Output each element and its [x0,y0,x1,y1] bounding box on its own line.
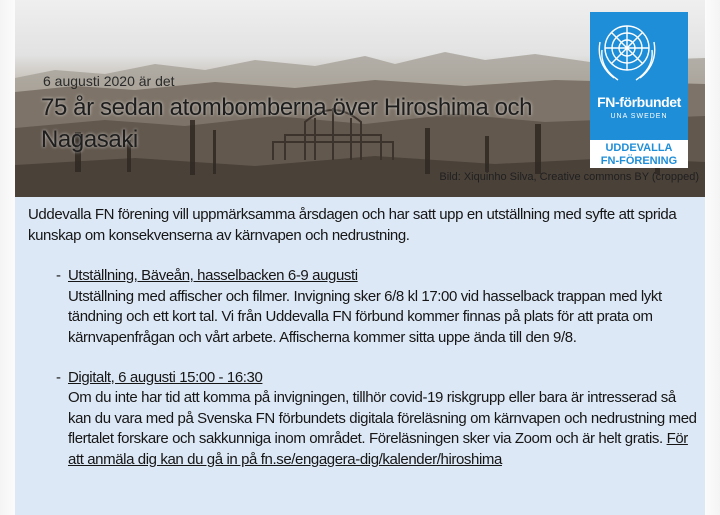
logo-chapter-line1: UDDEVALLA [605,142,673,154]
photo-credit: Bild: Xiquinho Silva, Creative commons BY (cropped) [439,171,699,183]
logo-name: FN-förbundet [597,94,681,110]
un-emblem-icon [590,12,664,86]
body-text [28,205,698,471]
logo-subtitle: UNA SWEDEN [610,113,668,120]
registration-link[interactable]: För att anmäla dig kan du gå in på fn.se/engagera-dig/kalender/hiroshima [68,430,688,468]
list-bullet: - [56,368,61,386]
exhibition-text: Utställning med affischer och filmer. Invigning sker 6/8 kl 17:00 vid hasselback trappan med lykt tändning och ett kort tal. Vi från Uddevalla FN förbund kommer finnas på plats för att prata om kärnvapenfrågan och vårt arbete. Affischerna kommer sitta uppe ända till den 9/8. [68,287,662,346]
poster-card [15,0,705,515]
digital-heading: Digitalt, 6 augusti 15:00 - 16:30 [68,368,263,386]
list-item-digital [28,368,698,471]
digital-text: Om du inte har tid att komma på invigningen, tillhör covid-19 riskgrupp eller bara är intresserad så kan du vara med på Svenska FN förbundets digitala föreläsning om kärnvapen och nedrustning med flertalet forskare och sakkunniga inom området. Föreläsningen sker via Zoom och är helt gratis. [68,389,697,448]
list-item-exhibition [28,266,698,348]
fn-forbundet-logo [590,12,688,168]
list-bullet: - [56,267,61,285]
header-photo [15,0,705,197]
header-date: 6 augusti 2020 är det [43,73,175,89]
exhibition-heading: Utställning, Bäveån, hasselbacken 6-9 augusti [68,267,358,285]
page-title: 75 år sedan atombomberna över Hiroshima och Nagasaki [41,94,533,153]
intro-paragraph: Uddevalla FN förening vill uppmärksamma årsdagen och har satt upp en utställning med syfte att sprida kunskap om konsekvenserna av kärnvapen och nedrustning. [28,206,677,244]
logo-chapter-line2: FN-FÖRENING [600,155,678,167]
